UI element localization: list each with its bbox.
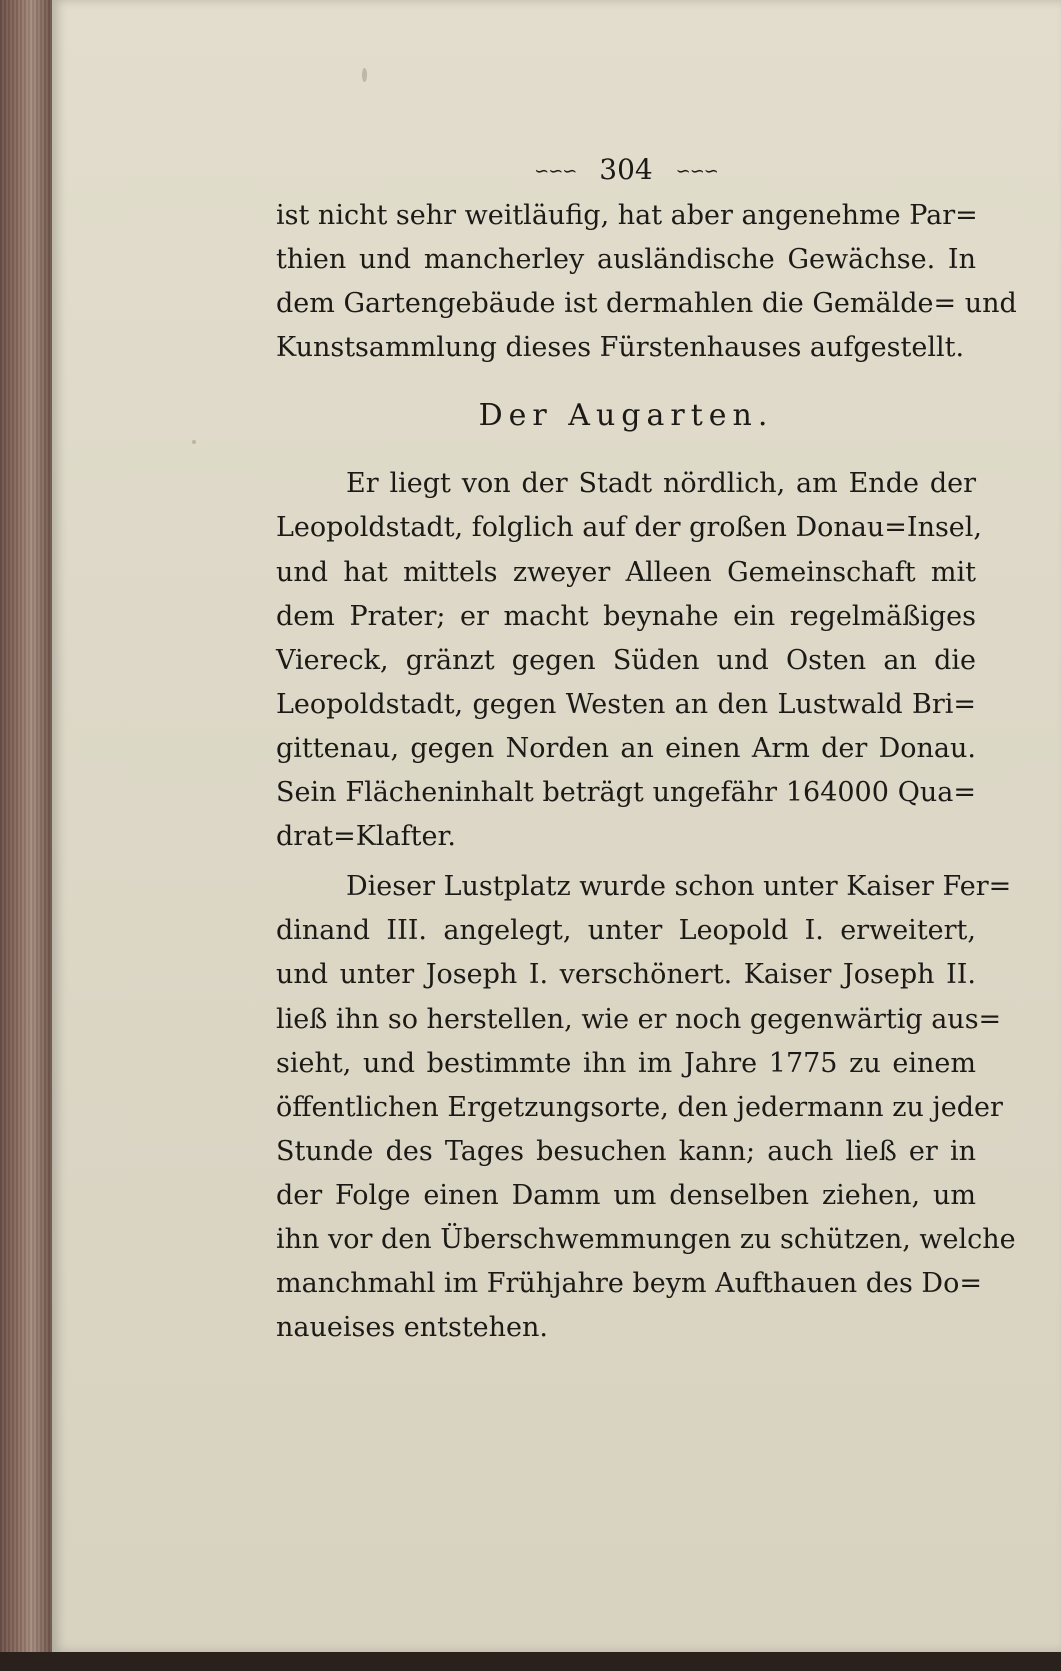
running-head [276, 150, 976, 190]
text-line: sieht, und bestimmte ihn im Jahre 1775 zu einem [276, 1047, 976, 1079]
book-edge [0, 0, 58, 1671]
text-line: Dieser Lustplatz wurde schon unter Kaiser Fer= [346, 871, 1012, 903]
text-line: dem Prater; er macht beynahe ein regelmäßiges [276, 600, 976, 632]
text-block [276, 150, 1017, 1350]
paper-spot [362, 68, 367, 82]
text-line: der Folge einen Damm um denselben ziehen, um [276, 1179, 976, 1211]
text-line: dinand III. angelegt, unter Leopold I. erweitert, [276, 915, 976, 947]
continued-paragraph [276, 194, 1017, 370]
text-line: Kunstsammlung dieses Fürstenhauses aufgestellt. [276, 332, 965, 364]
text-line: öffentlichen Ergetzungsorte, den jedermann zu jeder [276, 1091, 1003, 1123]
text-line: gittenau, gegen Norden an einen Arm der Donau. [276, 732, 976, 764]
text-line: und hat mittels zweyer Alleen Gemeinschaft mit [276, 556, 976, 588]
text-line: Leopoldstadt, folglich auf der großen Donau=Insel, [276, 512, 983, 544]
text-line: manchmahl im Frühjahre beym Aufthauen des Do= [276, 1268, 982, 1300]
ornament-right: ∽∽∽ [675, 160, 718, 182]
text-line: ließ ihn so herstellen, wie er noch gegenwärtig aus= [276, 1003, 1002, 1035]
text-line: thien und mancherley ausländische Gewächse. In [276, 244, 976, 276]
text-line: Er liegt von der Stadt nördlich, am Ende der [346, 468, 976, 500]
section-heading: Der Augarten. [478, 398, 774, 434]
page-number: 304 [599, 153, 653, 186]
text-line: und unter Joseph I. verschönert. Kaiser Joseph II. [276, 959, 976, 991]
paragraph-1 [276, 462, 983, 859]
text-line: Stunde des Tages besuchen kann; auch ließ er in [276, 1135, 976, 1167]
paper-spot [192, 440, 196, 444]
text-line: ist nicht sehr weitläufig, hat aber angenehme Par= [276, 200, 978, 231]
text-line: Viereck, gränzt gegen Süden und Osten an die [276, 644, 976, 676]
text-line: ihn vor den Überschwemmungen zu schützen, welche [276, 1223, 1016, 1255]
ornament-left: ∽∽∽ [534, 160, 577, 182]
text-line: drat=Klafter. [276, 821, 457, 853]
text-line: Sein Flächeninhalt beträgt ungefähr 164000 Qua= [276, 777, 976, 809]
text-line: dem Gartengebäude ist dermahlen die Gemälde= und [276, 288, 1017, 320]
text-line: naueises entstehen. [276, 1312, 549, 1344]
page-bottom-edge [0, 1652, 1061, 1671]
paragraph-2 [276, 865, 1016, 1350]
text-line: Leopoldstadt, gegen Westen an den Lustwald Bri= [276, 688, 976, 720]
